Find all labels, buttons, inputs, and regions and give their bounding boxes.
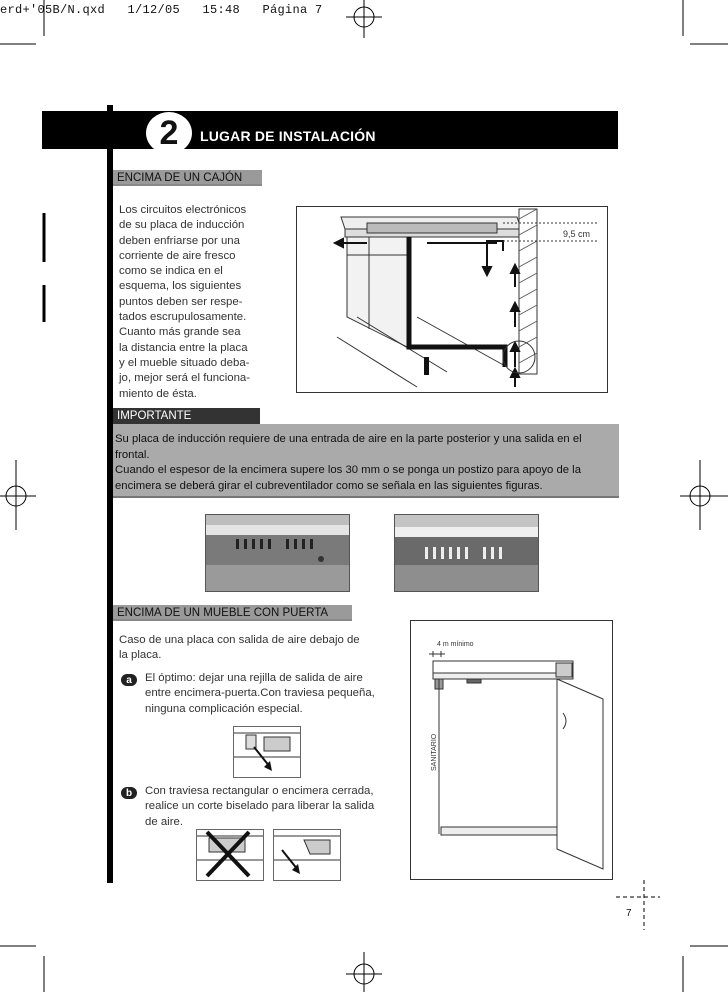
option-a-line: El óptimo: dejar una rejilla de salida de aire bbox=[145, 672, 363, 684]
photo-fan-cover-standard bbox=[205, 514, 350, 592]
distance-label: 9,5 cm bbox=[563, 229, 591, 239]
cajon-line: Los circuitos electrónicos bbox=[119, 204, 247, 216]
importante-paragraph-2: Cuando el espesor de la encimera supere los 30 mm o se ponga un postizo para apoyo de la encimera se deberá girar el cubreventilador como se señala en las siguientes figuras. bbox=[115, 464, 581, 492]
option-b-wrong-figure bbox=[196, 829, 264, 881]
cajon-line: esquema, los siguientes bbox=[119, 280, 242, 293]
print-slug: erd+'05B/N.qxd 1/12/05 15:48 Página 7 bbox=[0, 3, 323, 17]
cajon-line: corriente de aire fresco bbox=[119, 249, 236, 262]
cajon-line: jo, mejor será el funciona- bbox=[119, 372, 251, 385]
importante-top-band bbox=[113, 424, 619, 432]
option-a-marker: a bbox=[121, 674, 137, 686]
subsection-mueble-heading: ENCIMA DE UN MUEBLE CON PUERTA bbox=[113, 605, 352, 621]
importante-paragraph-1: Su placa de inducción requiere de una entrada de aire en la parte posterior y una salida en el frontal. bbox=[115, 433, 582, 461]
cajon-paragraph bbox=[119, 203, 259, 402]
subsection-importante-heading: IMPORTANTE bbox=[113, 408, 260, 424]
cajon-line: tados escrupulosamente. bbox=[119, 311, 247, 324]
cajon-line: puntos deben ser respe- bbox=[119, 295, 243, 308]
side-label: SANITARIO bbox=[431, 733, 438, 771]
cajon-line: deben enfriarse por una bbox=[119, 234, 240, 247]
min-distance-label: 4 m mínimo bbox=[437, 641, 474, 648]
option-b-correct-figure bbox=[273, 829, 341, 881]
section-number-badge: 2 bbox=[146, 112, 192, 154]
photo-fan-cover-rotated bbox=[394, 514, 539, 592]
cajon-line: miento de ésta. bbox=[119, 387, 197, 400]
cajon-line: Cuanto más grande sea bbox=[119, 326, 241, 339]
page-number: 7 bbox=[626, 908, 632, 919]
option-b-line: realice un corte biselado para liberar la salida bbox=[145, 800, 375, 813]
cajon-line: de su placa de inducción bbox=[119, 219, 245, 232]
cajon-line: la distancia entre la placa bbox=[119, 341, 248, 354]
option-b-line: de aire. bbox=[145, 815, 183, 828]
drawer-ventilation-diagram bbox=[296, 206, 608, 393]
subsection-cajon-heading: ENCIMA DE UN CAJÓN bbox=[113, 170, 262, 186]
option-a-figure bbox=[233, 726, 301, 778]
mueble-intro bbox=[119, 633, 394, 664]
option-a-line: entre encimera-puerta.Con traviesa pequeña, bbox=[145, 687, 375, 700]
drawer-diagram-drawing bbox=[297, 207, 607, 392]
option-b-line: Con traviesa rectangular o encimera cerrada, bbox=[145, 785, 374, 797]
option-b-text bbox=[145, 784, 395, 830]
section-title: LUGAR DE INSTALACIÓN bbox=[200, 128, 376, 144]
option-a-text bbox=[145, 671, 395, 717]
cajon-line: y el mueble situado deba- bbox=[119, 356, 250, 369]
mueble-intro-line: Caso de una placa con salida de aire debajo de bbox=[119, 634, 360, 646]
mueble-intro-line: la placa. bbox=[119, 649, 162, 662]
cajon-line: como se indica en el bbox=[119, 265, 223, 278]
option-a-line: ninguna complicación especial. bbox=[145, 702, 303, 715]
importante-box bbox=[113, 432, 619, 498]
option-b-marker: b bbox=[121, 787, 137, 799]
cabinet-with-door-diagram bbox=[410, 620, 613, 880]
